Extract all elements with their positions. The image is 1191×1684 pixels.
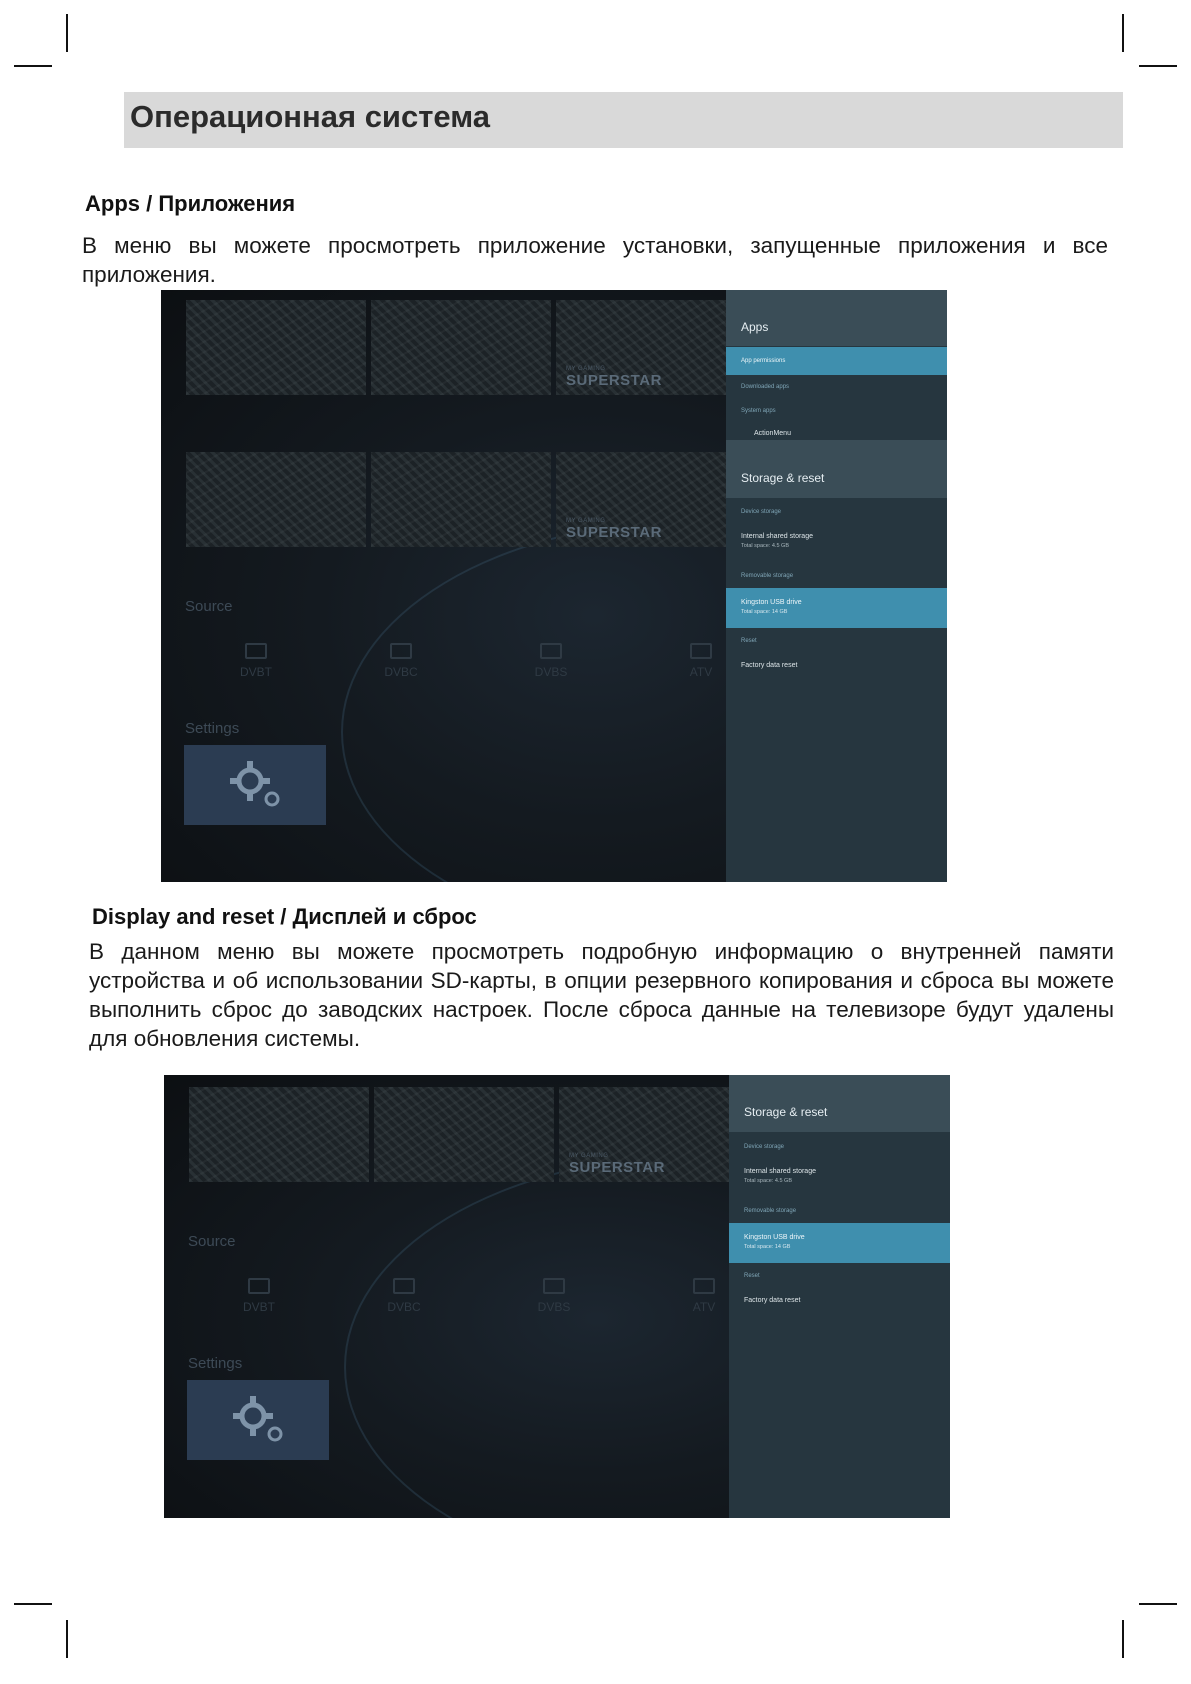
source-atv[interactable]: ATV <box>634 1260 774 1330</box>
content-tile <box>186 300 366 395</box>
tv-icon <box>540 643 562 659</box>
section-heading-apps: Apps / Приложения <box>85 191 296 216</box>
content-tile <box>556 300 726 395</box>
crop-mark <box>66 14 68 52</box>
tv-icon <box>393 1278 415 1294</box>
apps-item-system[interactable]: System apps <box>741 408 776 414</box>
antenna-icon <box>690 643 712 659</box>
apps-item-downloaded[interactable]: Downloaded apps <box>741 384 790 390</box>
section-heading-display-reset: Display and reset / Дисплей и сброс <box>92 904 477 929</box>
crop-mark <box>1139 1603 1177 1605</box>
device-storage-category: Device storage <box>741 509 782 515</box>
tv-icon <box>390 643 412 659</box>
removable-storage-category: Removable storage <box>744 1208 797 1214</box>
device-storage-category: Device storage <box>744 1144 785 1150</box>
source-dvbt[interactable]: DVBT <box>189 1260 329 1330</box>
factory-reset-item[interactable]: Factory data reset <box>741 662 798 669</box>
tile-brand: MY GAMING SUPERSTAR <box>566 366 662 389</box>
storage-reset-screenshot <box>164 1075 950 1518</box>
apps-panel-header <box>726 290 947 346</box>
crop-mark <box>14 65 52 67</box>
tv-icon <box>248 1278 270 1294</box>
tile-brand: MY GAMING SUPERSTAR <box>569 1153 665 1176</box>
content-tile <box>556 452 726 547</box>
content-tile <box>186 452 366 547</box>
factory-reset-item[interactable]: Factory data reset <box>744 1297 801 1304</box>
crop-mark <box>1122 14 1124 52</box>
internal-storage-item[interactable]: Internal shared storage Total space: 4.5 GB <box>744 1168 816 1184</box>
settings-label: Settings <box>185 720 240 737</box>
settings-tile[interactable] <box>187 1380 329 1460</box>
content-tile <box>374 1087 554 1182</box>
source-dvbc[interactable]: DVBC <box>331 625 471 695</box>
crop-mark <box>14 1603 52 1605</box>
chapter-title: Операционная система <box>130 99 491 134</box>
source-label: Source <box>188 1233 236 1250</box>
removable-storage-category: Removable storage <box>741 573 794 579</box>
gear-icon <box>228 759 288 814</box>
crop-mark <box>1122 1620 1124 1658</box>
source-atv[interactable]: ATV <box>631 625 771 695</box>
source-dvbt[interactable]: DVBT <box>186 625 326 695</box>
content-tile <box>189 1087 369 1182</box>
antenna-icon <box>693 1278 715 1294</box>
usb-drive-item[interactable]: Kingston USB drive Total space: 14 GB <box>726 588 947 628</box>
storage-panel-title: Storage & reset <box>744 1105 828 1119</box>
apps-item-permissions[interactable]: App permissions <box>726 347 947 375</box>
apps-item-actionmenu[interactable]: ActionMenu <box>754 430 791 437</box>
settings-tile[interactable] <box>184 745 326 825</box>
crop-mark <box>66 1620 68 1658</box>
internal-storage-item[interactable]: Internal shared storage Total space: 4.5 GB <box>741 533 813 549</box>
tile-brand: MY GAMING SUPERSTAR <box>566 518 662 541</box>
settings-label: Settings <box>188 1355 243 1372</box>
crop-mark <box>1139 65 1177 67</box>
apps-panel-title: Apps <box>741 320 769 334</box>
content-tile <box>371 300 551 395</box>
tv-icon <box>543 1278 565 1294</box>
storage-panel-header <box>729 1075 950 1132</box>
storage-side-panel <box>729 1075 950 1518</box>
tv-icon <box>245 643 267 659</box>
source-dvbs[interactable]: DVBS <box>481 625 621 695</box>
content-tile <box>371 452 551 547</box>
source-dvbc[interactable]: DVBC <box>334 1260 474 1330</box>
section-text-display-reset: В данном меню вы можете просмотреть подробную информацию о внутренней памяти устройства и об использовании SD-карты, в опции резервного копирования и сброса вы можете выполнить сброс до заводских настроек. После сброса данные на телевизоре будут удалены для обновления системы. <box>89 939 1114 1051</box>
settings-side-panel <box>726 290 947 882</box>
reset-category: Reset <box>741 638 757 644</box>
content-tile <box>559 1087 729 1182</box>
usb-drive-item[interactable]: Kingston USB drive Total space: 14 GB <box>729 1223 950 1263</box>
gear-icon <box>231 1394 291 1449</box>
storage-panel-title: Storage & reset <box>741 471 825 485</box>
chapter-header <box>124 92 1123 148</box>
storage-panel-header <box>726 440 947 498</box>
source-label: Source <box>185 598 233 615</box>
section-text-apps: В меню вы можете просмотреть приложение установки, запущенные приложения и все приложения. <box>82 233 1108 287</box>
reset-category: Reset <box>744 1273 760 1279</box>
apps-screenshot <box>161 290 947 882</box>
source-dvbs[interactable]: DVBS <box>484 1260 624 1330</box>
